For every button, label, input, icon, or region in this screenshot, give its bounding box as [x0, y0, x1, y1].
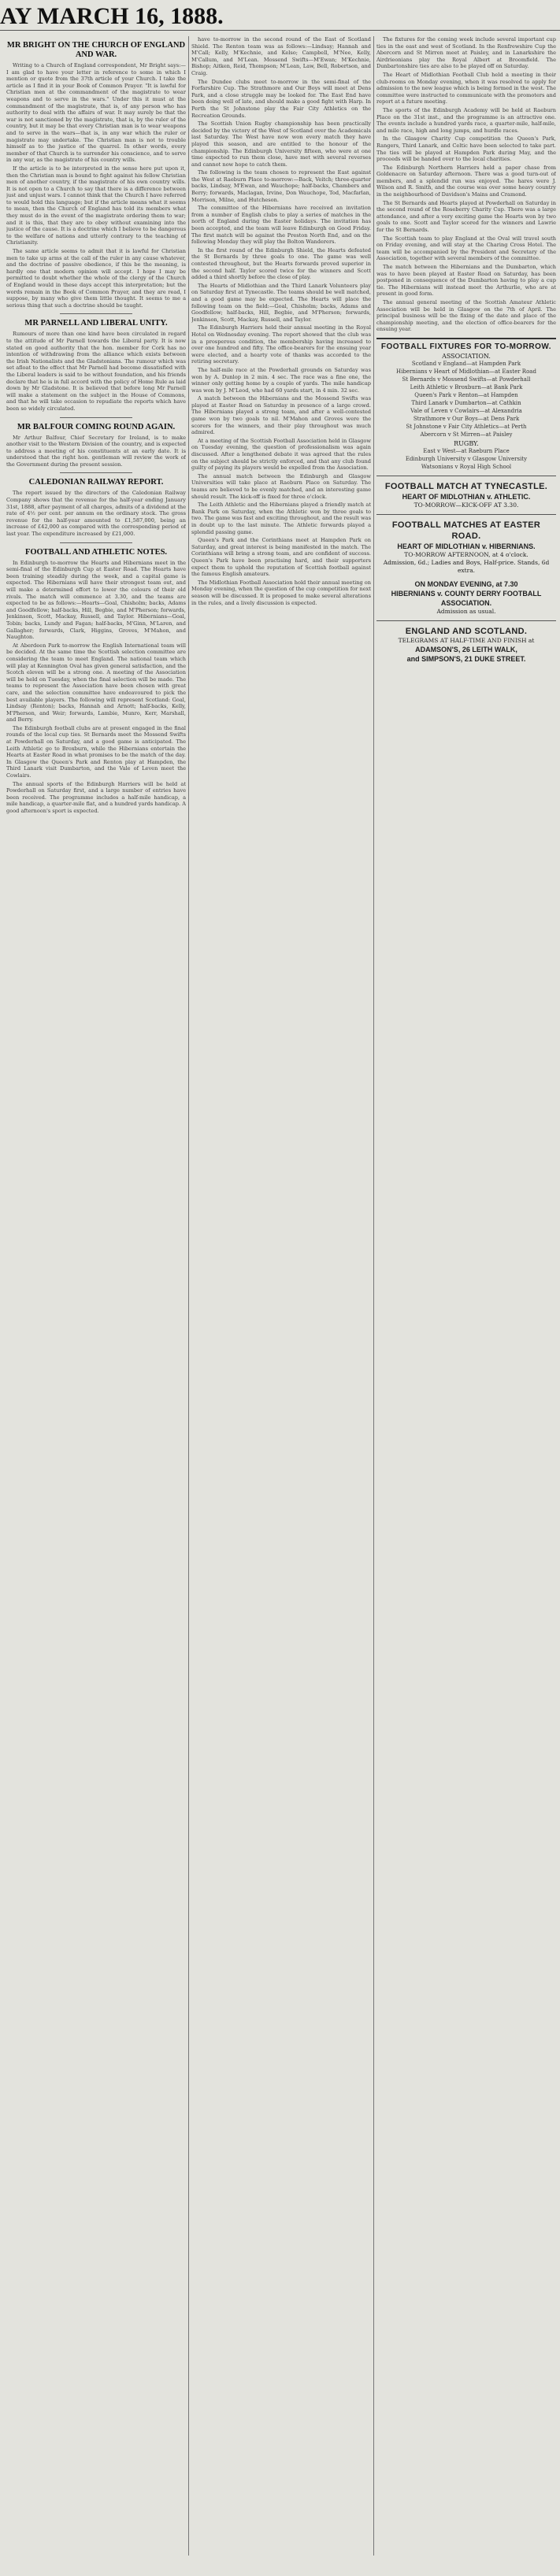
advert-line: TO-MORROW—KICK-OFF AT 3.30. — [414, 501, 519, 509]
article-paragraph: Mr Arthur Balfour, Chief Secretary for Ireland, is to make another visit to the Western Division of the country, and is expected to address a meeting of his constituents at an early date. It is understood that the right hon. gentleman will review the work of the Government during the present session. — [6, 434, 186, 468]
fixtures-subheading: ASSOCIATION. — [442, 352, 491, 360]
article-paragraph: The match between the Hibernians and the Dumbarton, which was to have been played at Easter Road on Saturday, has been postponed in consequence of the Dumbarton having to play a cup tie. The Hibernians will instead meet the Arthurlie, who are at present in good form. — [376, 264, 556, 298]
article-paragraph: have to-morrow in the second round of the East of Scotland Shield. The Renton team was as follows:—Lindsay; Hannah and M'Call; Kelly, M'Kechnie, and Kelso; Campbell, M'Nee, Kelly, M'Callum, and M'Lean. Mossend Swifts—M'Ewan; M'Kechnie, Bishop; Aitken, Reid, Thompson; M'Lean, Law, Bell, Robertson, and Craig. — [191, 36, 371, 76]
advert-line: and SIMPSON'S, 21 DUKE STREET. — [406, 654, 526, 663]
fixtures-subheading: RUGBY. — [454, 439, 479, 447]
fixture-line: Vale of Leven v Cowlairs—at Alexandria — [410, 407, 522, 414]
article-paragraph: The annual general meeting of the Scottish Amateur Athletic Association will be held in Glasgow on the 7th of April. The principal business will be the fixing of the date and place of the championship meeting, and the election of office-bearers for the ensuing year. — [376, 298, 556, 333]
advert-line: Admission as usual. — [436, 607, 496, 615]
fixture-line: Watsonians v Royal High School — [421, 463, 512, 470]
article-divider — [60, 313, 132, 314]
article-paragraph: In Edinburgh to-morrow the Hearts and Hibernians meet in the semi-final of the Edinburgh Cup at Easter Road. The Hearts have been training steadily during the week, and a capital game is expected. The Hibernians will have their strongest team out, and will make a determined effort to lower the colours of their old rivals. The match will commence at 3.30, and the teams are expected to be as follows:—Hearts—Goal, Chisholm; backs, Adams and Goodfellow; half-backs, Hill, Begbie, and M'Pherson; forwards, Jenkinson, Scott, Mackay, Russell, and Taylor. Hibernians—Goal, Tobin; backs, Lundy and Fagan; half-backs, M'Ginn, M'Laren, and Gallagher; forwards, Clark, Higgins, Groves, M'Mahon, and Naughton. — [6, 559, 186, 641]
fixture-line: Queen's Park v Renton—at Hampden — [414, 391, 518, 398]
article-paragraph: At a meeting of the Scottish Football Association held in Glasgow on Tuesday evening, the question of professionalism was again discussed. After a lengthened debate it was agreed that the rules on the subject should be strictly enforced, and that any club found guilty of paying its players would be expelled from the Association. — [191, 437, 371, 472]
article-divider — [60, 542, 132, 543]
advert-line: Admission, 6d.; Ladies and Boys, Half-price. Stands, 6d extra. — [383, 558, 550, 574]
article-paragraph: If the article is to be interpreted in the sense here put upon it, then the Christian man is bound to fight against his fellow Christian men of another country, if the magistrate of his own country wills. It is not open to a Church to say that there is a difference between just and unjust wars. I cannot think that the Church I have referred to would hold this language; but if the article means what it seems to mean, then the Church of England has told its members what they must do in the event of the magistrate ordering them to war; and it is this, that they are to obey without examining into the justice of the cause. It is a doctrine which I believe to be dangerous to the welfare of nations and utterly contrary to the teaching of Christianity. — [6, 165, 186, 246]
fixture-line: Abercorn v St Mirren—at Paisley — [420, 431, 513, 438]
advert-telegrams — [376, 626, 556, 664]
advert-rule — [376, 620, 556, 621]
advert-easter-road — [376, 520, 556, 575]
fixture-line: St Johnstone v Fair City Athletics—at Perth — [406, 423, 527, 430]
article-divider — [60, 472, 132, 473]
article-paragraph: At Aberdeen Park to-morrow the English International team will be decided. At the same time the Scottish selection committee are considering the team to meet England. The national team which will play at Kennington Oval has given general satisfaction, and the Scotch eleven will be a strong one. A meeting of the Association will be held on Tuesday, when the final selection will be made. The teams to represent the Association have been chosen with great care, and the selection committee have endeavoured to pick the best available players. The following will represent Scotland: Goal, Lindsay (Renton); backs, Hannah and Arnott; half-backs, Kelly, M'Pherson, and Weir; forwards, Lambie, Munro, Kerr, Marshall, and Berry. — [6, 642, 186, 724]
advert-headline: ENGLAND AND SCOTLAND. — [405, 626, 528, 636]
article-paragraph: The Midlothian Football Association hold their annual meeting on Monday evening, when the question of the cup competition for next season will be discussed. It is proposed to make several alterations in the rules, and a lively discussion is expected. — [191, 579, 371, 606]
article-paragraph: The Edinburgh Northern Harriers held a paper chase from Goldenacre on Saturday afternoon. There was a good turn-out of members, and a splendid run was enjoyed. The hares were J. Wilson and R. Smith, and the course was over some heavy country in the neighbourhood of Davidson's Mains and Cramond. — [376, 164, 556, 198]
article-paragraph: In the Glasgow Charity Cup competition the Queen's Park, Rangers, Third Lanark, and Celtic have been selected to take part. The ties will be played at Hampden Park during May, and the proceeds will be handed over to the local charities. — [376, 135, 556, 163]
advert-line: TO-MORROW AFTERNOON, at 4 o'clock. — [404, 550, 528, 558]
article-heading: FOOTBALL AND ATHLETIC NOTES. — [24, 547, 168, 557]
article-paragraph: The committee of the Hibernians have received an invitation from a number of English clubs to play a series of matches in the north of England during the Easter holidays. The invitation has been accepted, and the team will leave Edinburgh on Good Friday. The first match will be against the Preston North End, and on the following Monday they will play the Bolton Wanderers. — [191, 205, 371, 246]
article-paragraph: Queen's Park and the Corinthians meet at Hampden Park on Saturday, and great interest is being manifested in the match. The Corinthians will bring a strong team, and are confident of success. Queen's Park have been practising hard, and their supporters expect them to uphold the reputation of Scottish football against the famous English amateurs. — [191, 537, 371, 578]
column-3 — [376, 36, 556, 2570]
advert-line: ON MONDAY EVENING, at 7.30 — [414, 579, 518, 588]
article-paragraph: A match between the Hibernians and the Mossend Swifts was played at Easter Road on Saturday in presence of a large crowd. The Hibernians played a strong team, and after a well-contested game won by two goals to nil. M'Mahon and Groves were the scorers for the winners, and their play throughout was much admired. — [191, 395, 371, 436]
advert-line: TELEGRAMS AT HALF-TIME AND FINISH at — [398, 636, 535, 644]
masthead-date: AY MARCH 16, 1888. — [0, 3, 224, 29]
advert-monday-evening — [376, 579, 556, 616]
advert-headline: FOOTBALL MATCHES AT EASTER ROAD. — [391, 520, 541, 541]
article-divider — [60, 417, 132, 418]
article-paragraph: The Edinburgh football clubs are at present engaged in the final rounds of the local cup ties. St Bernards meet the Mossend Swifts at Powderhall on Saturday, and a good game is anticipated. The Leith Athletic go to Broxburn, while the Hibernians entertain the Hearts at Easter Road in what promises to be the match of the day. In Glasgow the Queen's Park and Renton play at Hampden, the Third Lanark visit Dumbarton, and the Vale of Leven meet the Cowlairs. — [6, 724, 186, 779]
advert-line: ADAMSON'S, 26 LEITH WALK, — [415, 645, 517, 653]
article-paragraph: The Edinburgh Harriers held their annual meeting in the Royal Hotel on Wednesday evening. The report showed that the club was in a prosperous condition, the membership having increased to over one hundred and fifty. The office-bearers for the ensuing year were elected, and a hearty vote of thanks was accorded to the retiring secretary. — [191, 324, 371, 365]
article-paragraph: The report issued by the directors of the Caledonian Railway Company shows that the revenue for the half-year ending January 31st, 1888, after payment of all charges, admits of a dividend at the rate of 4½ per cent. per annum on the ordinary stock. The gross revenue for the half-year amounted to £1,587,000, being an increase of £42,000 as compared with the corresponding period of last year. The expenditure increased by £21,000. — [6, 490, 186, 538]
fixtures-title: FOOTBALL FIXTURES FOR TO-MORROW. — [380, 342, 552, 351]
article-paragraph: The half-mile race at the Powderhall grounds on Saturday was won by A. Dunlop in 2 min. 4 sec. The race was a fine one, the winner only getting home by a couple of yards. The mile handicap was won by J. M'Leod, who had 60 yards start, in 4 min. 32 sec. — [191, 366, 371, 394]
article-paragraph: The following is the team chosen to represent the East against the West at Raeburn Place to-morrow:—Back, Veitch; three-quarter backs, Lindsay, M'Ewan, and Wauchope; half-backs, Chambers and Berry; forwards, Maclagan, Irvine, Don Wauchope, Tod, Macfarlan, Morrison, Milne, and Hutcheson. — [191, 169, 371, 203]
article-heading: CALEDONIAN RAILWAY REPORT. — [28, 478, 164, 487]
article-paragraph: The annual match between the Edinburgh and Glasgow Universities will take place at Raeburn Place on Saturday. The teams are believed to be evenly matched, and an interesting game should result. The kick-off is fixed for three o'clock. — [191, 472, 371, 500]
article-paragraph: The same article seems to admit that it is lawful for Christian men to take up arms at the call of the ruler in any cause whatever, and the doctrine of passive obedience, if this be the meaning, is hardly one that modern opinion will accept. I hope I may be permitted to doubt whether the whole of the clergy of the Church of England would in these days accept this interpretation; but the words remain in the Book of Common Prayer, and they are read, I suppose, by many who give them little thought. It seems to me a serious thing that such a doctrine should be taught. — [6, 248, 186, 309]
fixture-line: East v West—at Raeburn Place — [423, 447, 510, 454]
fixture-line: St Bernards v Mossend Swifts—at Powderhall — [402, 376, 531, 383]
article-paragraph: The Dundee clubs meet to-morrow in the semi-final of the Forfarshire Cup. The Strathmore and Our Boys will meet at Dens Park, and a close struggle may be looked for. The East End have been doing well of late, and should make a good fight with Harp. In Perth the St Johnstone play the Fair City Athletics on the Recreation Grounds. — [191, 78, 371, 119]
fixture-line: Edinburgh University v Glasgow University — [405, 455, 528, 462]
column-rule — [373, 36, 374, 2556]
column-1 — [6, 36, 186, 2570]
article-paragraph: The sports of the Edinburgh Academy will be held at Raeburn Place on the 31st inst., and the programme is an attractive one. The events include a hundred yards race, a quarter-mile, half-mile, and mile race, high and long jumps, and hurdle races. — [376, 106, 556, 134]
article-heading: MR BALFOUR COMING ROUND AGAIN. — [17, 422, 176, 431]
fixtures-box — [376, 338, 556, 471]
article-paragraph: The Leith Athletic and the Hibernians played a friendly match at Bank Park on Saturday, when the Athletic won by three goals to two. The game was fast and exciting throughout, and the result was in doubt up to the last minute. The Athletic forwards played a splendid passing game. — [191, 502, 371, 535]
masthead — [0, 0, 560, 31]
article-paragraph: Writing to a Church of England correspondent, Mr Bright says:—I am glad to have your letter in reference to some in which I mention or quote from the 37th article of your Church. I take the article as I find it in your Book of Common Prayer. "It is lawful for Christian men at the commandment of the magistrate to wear weapons and to serve in the wars." Under this it must at the commandment of the magistrate, that is, of any person who has authority to deal with the affairs of war. It may surely be that the war is not sanctioned by the magistrate, that is, by the ruler of the country, but it may be that every Christian man is to wear weapons and to serve in the wars—that is, in any war which the ruler or magistrate may undertake. The Christian man is not to trouble himself as to the justice of the quarrel. In other words, every member of that Church is to surrender his conscience, and to serve in any war, as the magistrate of his country wills. — [6, 62, 186, 164]
fixture-line: Leith Athletic v Broxburn—at Bank Park — [410, 383, 523, 390]
article-paragraph: The Scottish Union Rugby championship has been practically decided by the victory of the West of Scotland over the Academicals last Saturday. The West have now won every match they have played this season, and are entitled to the honour of the championship. The Edinburgh University fifteen, who were at one time expected to run them close, have met with several reverses and cannot now hope to catch them. — [191, 120, 371, 168]
article-paragraph: The Hearts of Midlothian and the Third Lanark Volunteers play on Saturday first at Tynecastle. The teams should be well matched, and a good game may be expected. The Hearts will place the following team on the field:—Goal, Chisholm; backs, Adams and Goodfellow; half-backs, Hill, Begbie, and M'Pherson; forwards, Jenkinson, Scott, Mackay, Russell, and Taylor. — [191, 282, 371, 323]
column-2 — [191, 36, 371, 2570]
article-paragraph: Rumours of more than one kind have been circulated in regard to the attitude of Mr Parnell towards the Liberal party. It is now stated on good authority that the hon. member for Cork has no intention of withdrawing from the alliance which exists between the Irish Nationalists and the Gladstonians. The rumour which was set afloat to the effect that Mr Parnell had become dissatisfied with the Liberal leaders is said to be without foundation, and his friends declare that he is in full accord with the policy of Home Rule as laid down by Mr Gladstone. It is believed that before long Mr Parnell will make a statement on the subject in the House of Commons, and that he will take occasion to repudiate the reports which have been so widely circulated. — [6, 331, 186, 412]
advert-rule — [376, 514, 556, 515]
fixture-line: Third Lanark v Dumbarton—at Cathkin — [411, 399, 521, 406]
column-rule — [188, 36, 189, 2556]
advert-line: HEART OF MIDLOTHIAN v. ATHLETIC. — [402, 492, 531, 501]
article-paragraph: The Heart of Midlothian Football Club held a meeting in their club-rooms on Monday evening, when it was resolved to apply for admission to the new league which is being formed in the west. The committee were instructed to communicate with the promoters and report at a future meeting. — [376, 71, 556, 105]
article-heading: MR PARNELL AND LIBERAL UNITY. — [24, 319, 168, 328]
article-paragraph: In the first round of the Edinburgh Shield, the Hearts defeated the St Bernards by three goals to one. The game was well contested throughout, but the Hearts forwards proved superior in the second half. Taylor scored twice for the winners and Scott added a third shortly before the close of play. — [191, 246, 371, 281]
fixture-line: Strathmore v Our Boys—at Dens Park — [413, 415, 520, 422]
advert-tynecastle — [376, 481, 556, 509]
article-paragraph: The fixtures for the coming week include several important cup ties in the east and west of Scotland. In the Renfrewshire Cup the Abercorn and St Mirren meet at Paisley, and in Lanarkshire the Airdrieonians play the Royal Albert at Broomfield. The Dunbartonshire ties are also to be played off on Saturday. — [376, 36, 556, 70]
fixture-line: Scotland v England—at Hampden Park — [411, 360, 521, 367]
advert-headline: FOOTBALL MATCH AT TYNECASTLE. — [384, 481, 548, 491]
article-paragraph: The Scottish team to play England at the Oval will travel south on Friday evening, and will stay at the Charing Cross Hotel. The team will be accompanied by the President and Secretary of the Association, together with several members of the committee. — [376, 235, 556, 262]
article-heading: MR BRIGHT ON THE CHURCH OF ENGLAND AND WAR. — [6, 41, 186, 59]
article-paragraph: The annual sports of the Edinburgh Harriers will be held at Powderhall on Saturday first, and a large number of entries have been received. The programme includes a half-mile handicap, a mile handicap, a quarter-mile flat, and a hundred yards handicap. A good afternoon's sport is expected. — [6, 780, 186, 814]
advert-line: HIBERNIANS v. COUNTY DERRY FOOTBALL — [391, 589, 542, 598]
advert-line: HEART OF MIDLOTHIAN v. HIBERNIANS. — [397, 542, 536, 550]
advert-line: ASSOCIATION. — [440, 598, 492, 607]
article-paragraph: The St Bernards and Hearts played at Powderhall on Saturday in the second round of the Roseberry Charity Cup. There was a large attendance, and after a very exciting game the Hearts won by two goals to one. Scott and Taylor scored for the winners and Lawrie for the St Bernards. — [376, 199, 556, 234]
fixture-line: Hibernians v Heart of Midlothian—at Easter Road — [396, 368, 536, 375]
